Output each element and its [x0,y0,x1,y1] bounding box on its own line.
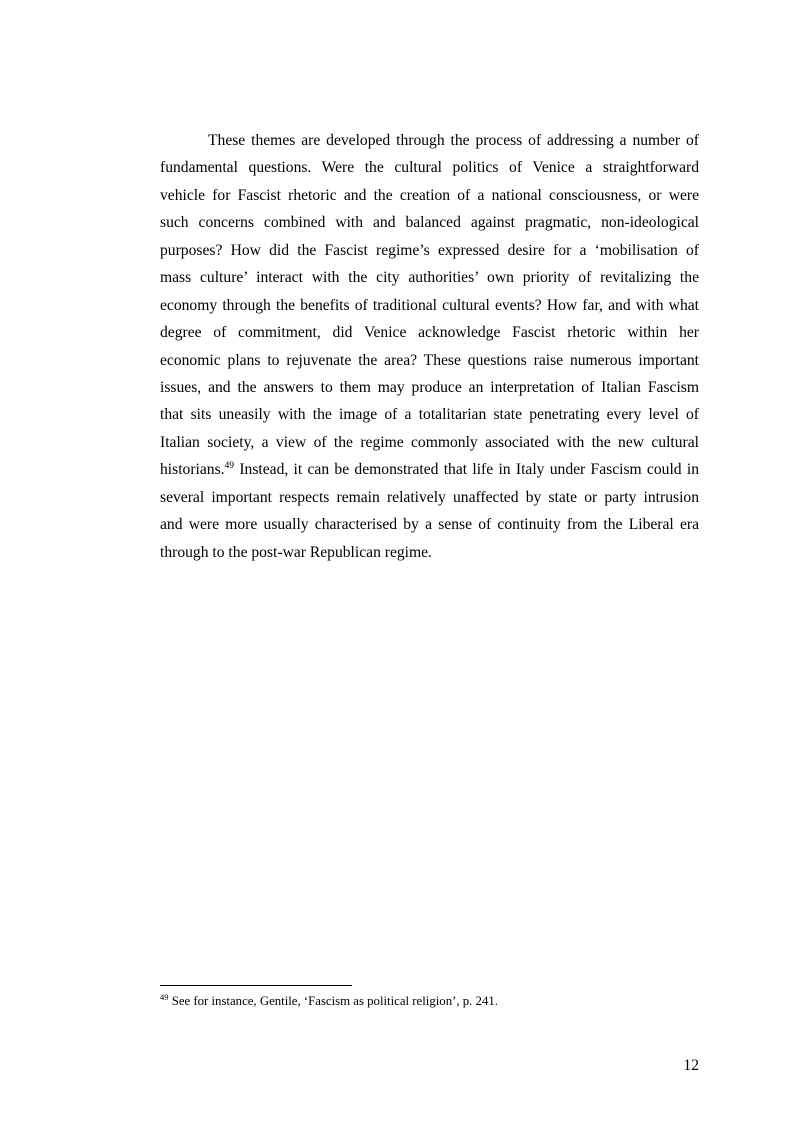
text-line-with-footnote-ref [160,456,699,483]
text-line: and were more usually characterised by a sense of continuity from the Liberal era [160,516,699,534]
text-line: several important respects remain relatively unaffected by state or party intrusion [160,488,699,506]
footnote [160,992,498,1010]
text-line: vehicle for Fascist rhetoric and the creation of a national consciousness, or were [160,186,699,204]
text-line: issues, and the answers to them may produce an interpretation of Italian Fascism [160,378,699,396]
footnote-text: See for instance, Gentile, ‘Fascism as political religion’, p. 241. [168,994,498,1008]
footnote-separator [160,985,352,986]
text-segment: Instead, it can be demonstrated that life in Italy under Fascism could in [234,461,699,479]
footnote-reference[interactable]: 49 [224,461,235,472]
text-line: through to the post-war Republican regime. [160,543,432,561]
body-paragraph [160,127,699,566]
text-line: economic plans to rejuvenate the area? These questions raise numerous important [160,351,699,369]
text-line: fundamental questions. Were the cultural politics of Venice a straightforward [160,159,699,177]
text-line: purposes? How did the Fascist regime’s expressed desire for a ‘mobilisation of [160,241,699,259]
text-segment: historians. [160,461,225,479]
text-line: mass culture’ interact with the city authorities’ own priority of revitalizing the [160,269,699,287]
text-line: such concerns combined with and balanced against pragmatic, non-ideological [160,214,699,232]
text-line: that sits uneasily with the image of a totalitarian state penetrating every level of [160,406,699,424]
page-number: 12 [683,1057,699,1074]
text-line: economy through the benefits of traditional cultural events? How far, and with what [160,296,699,314]
text-line: These themes are developed through the process of addressing a number of [208,132,699,149]
text-line: degree of commitment, did Venice acknowledge Fascist rhetoric within her [160,324,699,342]
text-line: Italian society, a view of the regime commonly associated with the new cultural [160,433,699,451]
footnote-number: 49 [160,992,169,1002]
